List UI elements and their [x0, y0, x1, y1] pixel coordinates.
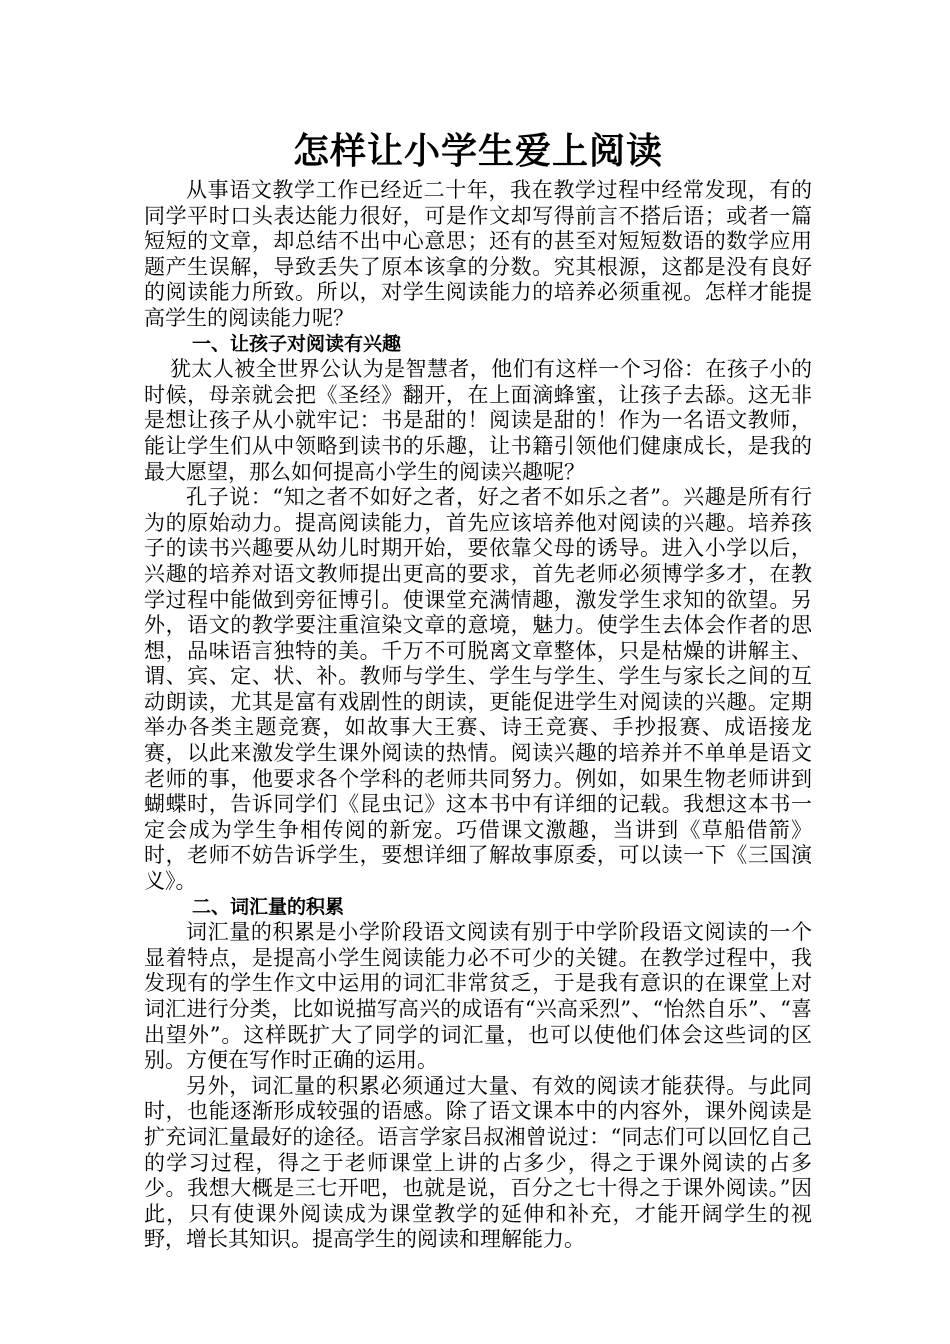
- section-1-paragraph-2: 孔子说：“知之者不如好之者，好之者不如乐之者”。兴趣是所有行为的原始动力。提高阅读能力，首先应该培养他对阅读的兴趣。培养孩子的读书兴趣要从幼儿时期开始，要依靠父母的诱导。进入小学以后，兴趣的培养对语文教师提出更高的要求，首先老师必须博学多才，在教学过程中能做到旁征博引。使课堂充满情趣，激发学生求知的欲望。另外，语文的教学要注重渲染文章的意境，魅力。使学生去体会作者的思想，品味语言独特的美。千万不可脱离文章整体，只是枯燥的讲解主、谓、宾、定、状、补。教师与学生、学生与学生、学生与家长之间的互动朗读，尤其是富有戏剧性的朗读，更能促进学生对阅读的兴趣。定期举办各类主题竞赛，如故事大王赛、诗王竞赛、手抄报赛、成语接龙赛，以此来激发学生课外阅读的热情。阅读兴趣的培养并不单单是语文老师的事，他要求各个学科的老师共同努力。例如，如果生物老师讲到蝴蝶时，告诉同学们《昆虫记》这本书中有详细的记载。我想这本书一定会成为学生争相传阅的新宠。巧借课文激趣，当讲到《草船借箭》时，老师不妨告诉学生，要想详细了解故事原委，可以读一下《三国演义》。: [144, 485, 812, 894]
- document-title: 怎样让小学生爱上阅读: [292, 131, 663, 172]
- section-2-paragraph-2: 另外，词汇量的积累必须通过大量、有效的阅读才能获得。与此同时，也能逐渐形成较强的语感。除了语文课本中的内容外，课外阅读是扩充词汇量最好的途径。语言学家吕叔湘曾说过：“同志们可以回忆自己的学习过程，得之于老师课堂上讲的占多少，得之于课外阅读的占多少。我想大概是三七开吧，也就是说，百分之七十得之于课外阅读。”因此，只有使课外阅读成为课堂教学的延伸和补充，才能开阔学生的视野，增长其知识。提高学生的阅读和理解能力。: [144, 1073, 812, 1252]
- document-page: [144, 128, 812, 1253]
- section-1-paragraph-1: 犹太人被全世界公认为是智慧者，他们有这样一个习俗：在孩子小的时候，母亲就会把《圣经》翻开，在上面滴蜂蜜，让孩子去舔。这无非是想让孩子从小就牢记：书是甜的！阅读是甜的！作为一名语文教师，能让学生们从中领略到读书的乐趣，让书籍引领他们健康成长，是我的最大愿望，那么如何提高小学生的阅读兴趣呢？: [144, 357, 812, 484]
- section-1-heading: 一、让孩子对阅读有兴趣: [192, 332, 402, 355]
- section-2-paragraph-1: 词汇量的积累是小学阶段语文阅读有别于中学阶段语文阅读的一个显着特点，是提高小学生阅读能力必不可少的关键。在教学过程中，我发现有的学生作文中运用的词汇非常贫乏，于是我有意识的在课堂上对词汇进行分类，比如说描写高兴的成语有“兴高采烈”、“怡然自乐”、“喜出望外”。这样既扩大了同学的词汇量，也可以使他们体会这些词的区别。方便在写作时正确的运用。: [144, 920, 812, 1073]
- intro-paragraph: 从事语文教学工作已经近二十年，我在教学过程中经常发现，有的同学平时口头表达能力很好，可是作文却写得前言不搭后语；或者一篇短短的文章，却总结不出中心意思；还有的甚至对短短数语的数学应用题产生误解，导致丢失了原本该拿的分数。究其根源，这都是没有良好的阅读能力所致。所以，对学生阅读能力的培养必须重视。怎样才能提高学生的阅读能力呢？: [144, 178, 812, 330]
- section-2-heading: 二、词汇量的积累: [192, 895, 345, 918]
